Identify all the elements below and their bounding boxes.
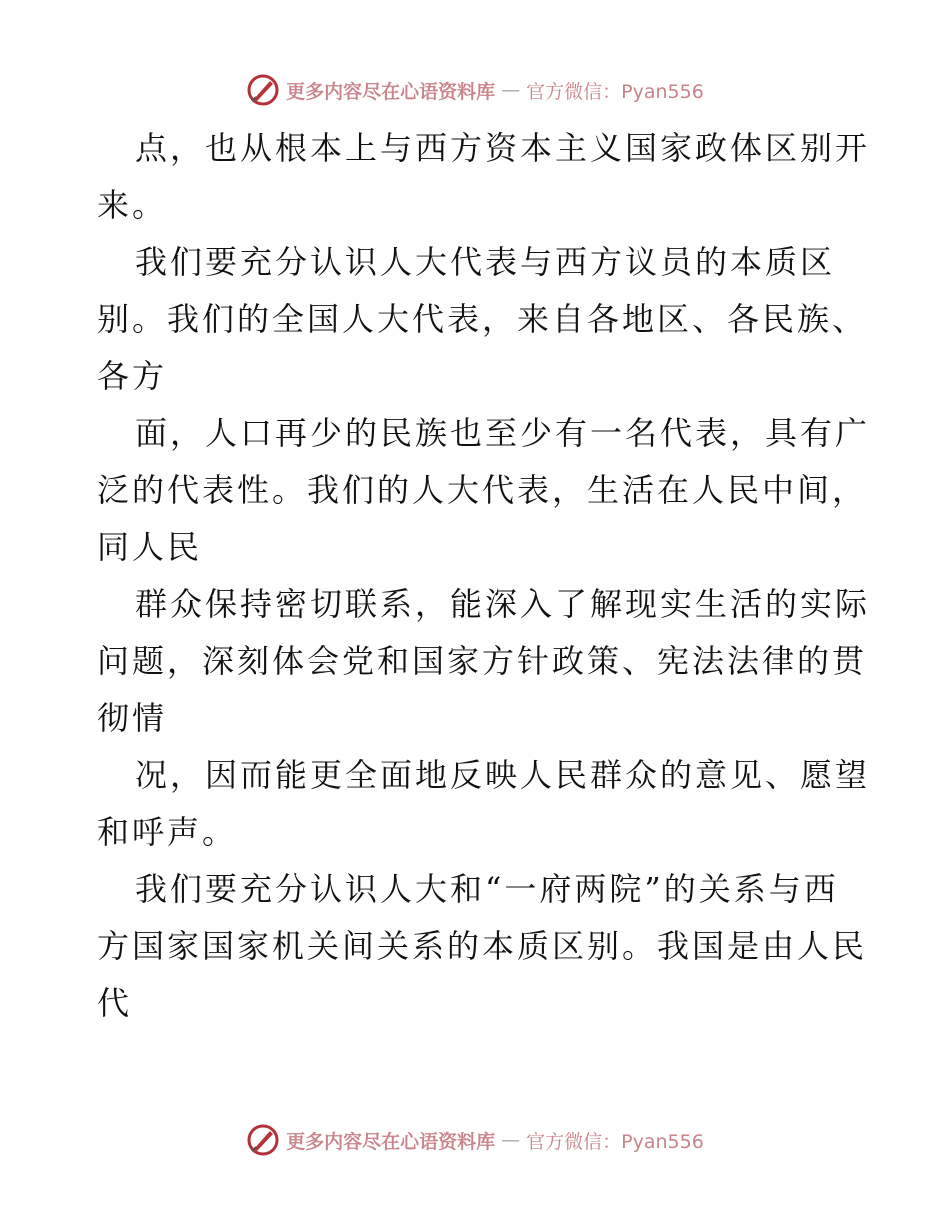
text-line: 代: [97, 984, 133, 1022]
header-watermark: [0, 70, 950, 110]
watermark-dash: —: [501, 79, 521, 101]
text-line: 各方: [97, 357, 168, 395]
text-line: 方国家国家机关间关系的本质区别。我国是由人民: [97, 927, 868, 965]
text-line: 彻情: [97, 699, 168, 737]
text-line: 况，因而能更全面地反映人民群众的意见、愿望: [135, 756, 871, 794]
text-line: 问题，深刻体会党和国家方针政策、宪法法律的贯: [97, 642, 868, 680]
watermark-contact: 官方微信：Pyan556: [526, 80, 704, 103]
text-line: 和呼声。: [97, 813, 238, 851]
text-line: 别。我们的全国人大代表，来自各地区、各民族、: [97, 300, 868, 338]
text-line: 群众保持密切联系，能深入了解现实生活的实际: [135, 585, 871, 623]
quill-circle-icon: [246, 1123, 280, 1157]
watermark-text: 更多内容尽在心语资料库: [286, 1130, 496, 1153]
footer-watermark: [0, 1120, 950, 1160]
body-text: [97, 120, 871, 1032]
watermark-contact: 官方微信：Pyan556: [526, 1130, 704, 1153]
quill-circle-icon: [246, 73, 280, 107]
text-line: 面，人口再少的民族也至少有一名代表，具有广: [135, 414, 871, 452]
text-line: 我们要充分认识人大和“一府两院”的关系与西: [135, 870, 839, 908]
text-line: 同人民: [97, 528, 203, 566]
text-line: 点，也从根本上与西方资本主义国家政体区别开: [135, 129, 871, 167]
watermark-text: 更多内容尽在心语资料库: [286, 80, 496, 103]
text-line: 我们要充分认识人大代表与西方议员的本质区: [135, 243, 836, 281]
watermark-dash: —: [501, 1129, 521, 1151]
text-line: 来。: [97, 186, 168, 224]
text-line: 泛的代表性。我们的人大代表，生活在人民中间，: [97, 471, 868, 509]
